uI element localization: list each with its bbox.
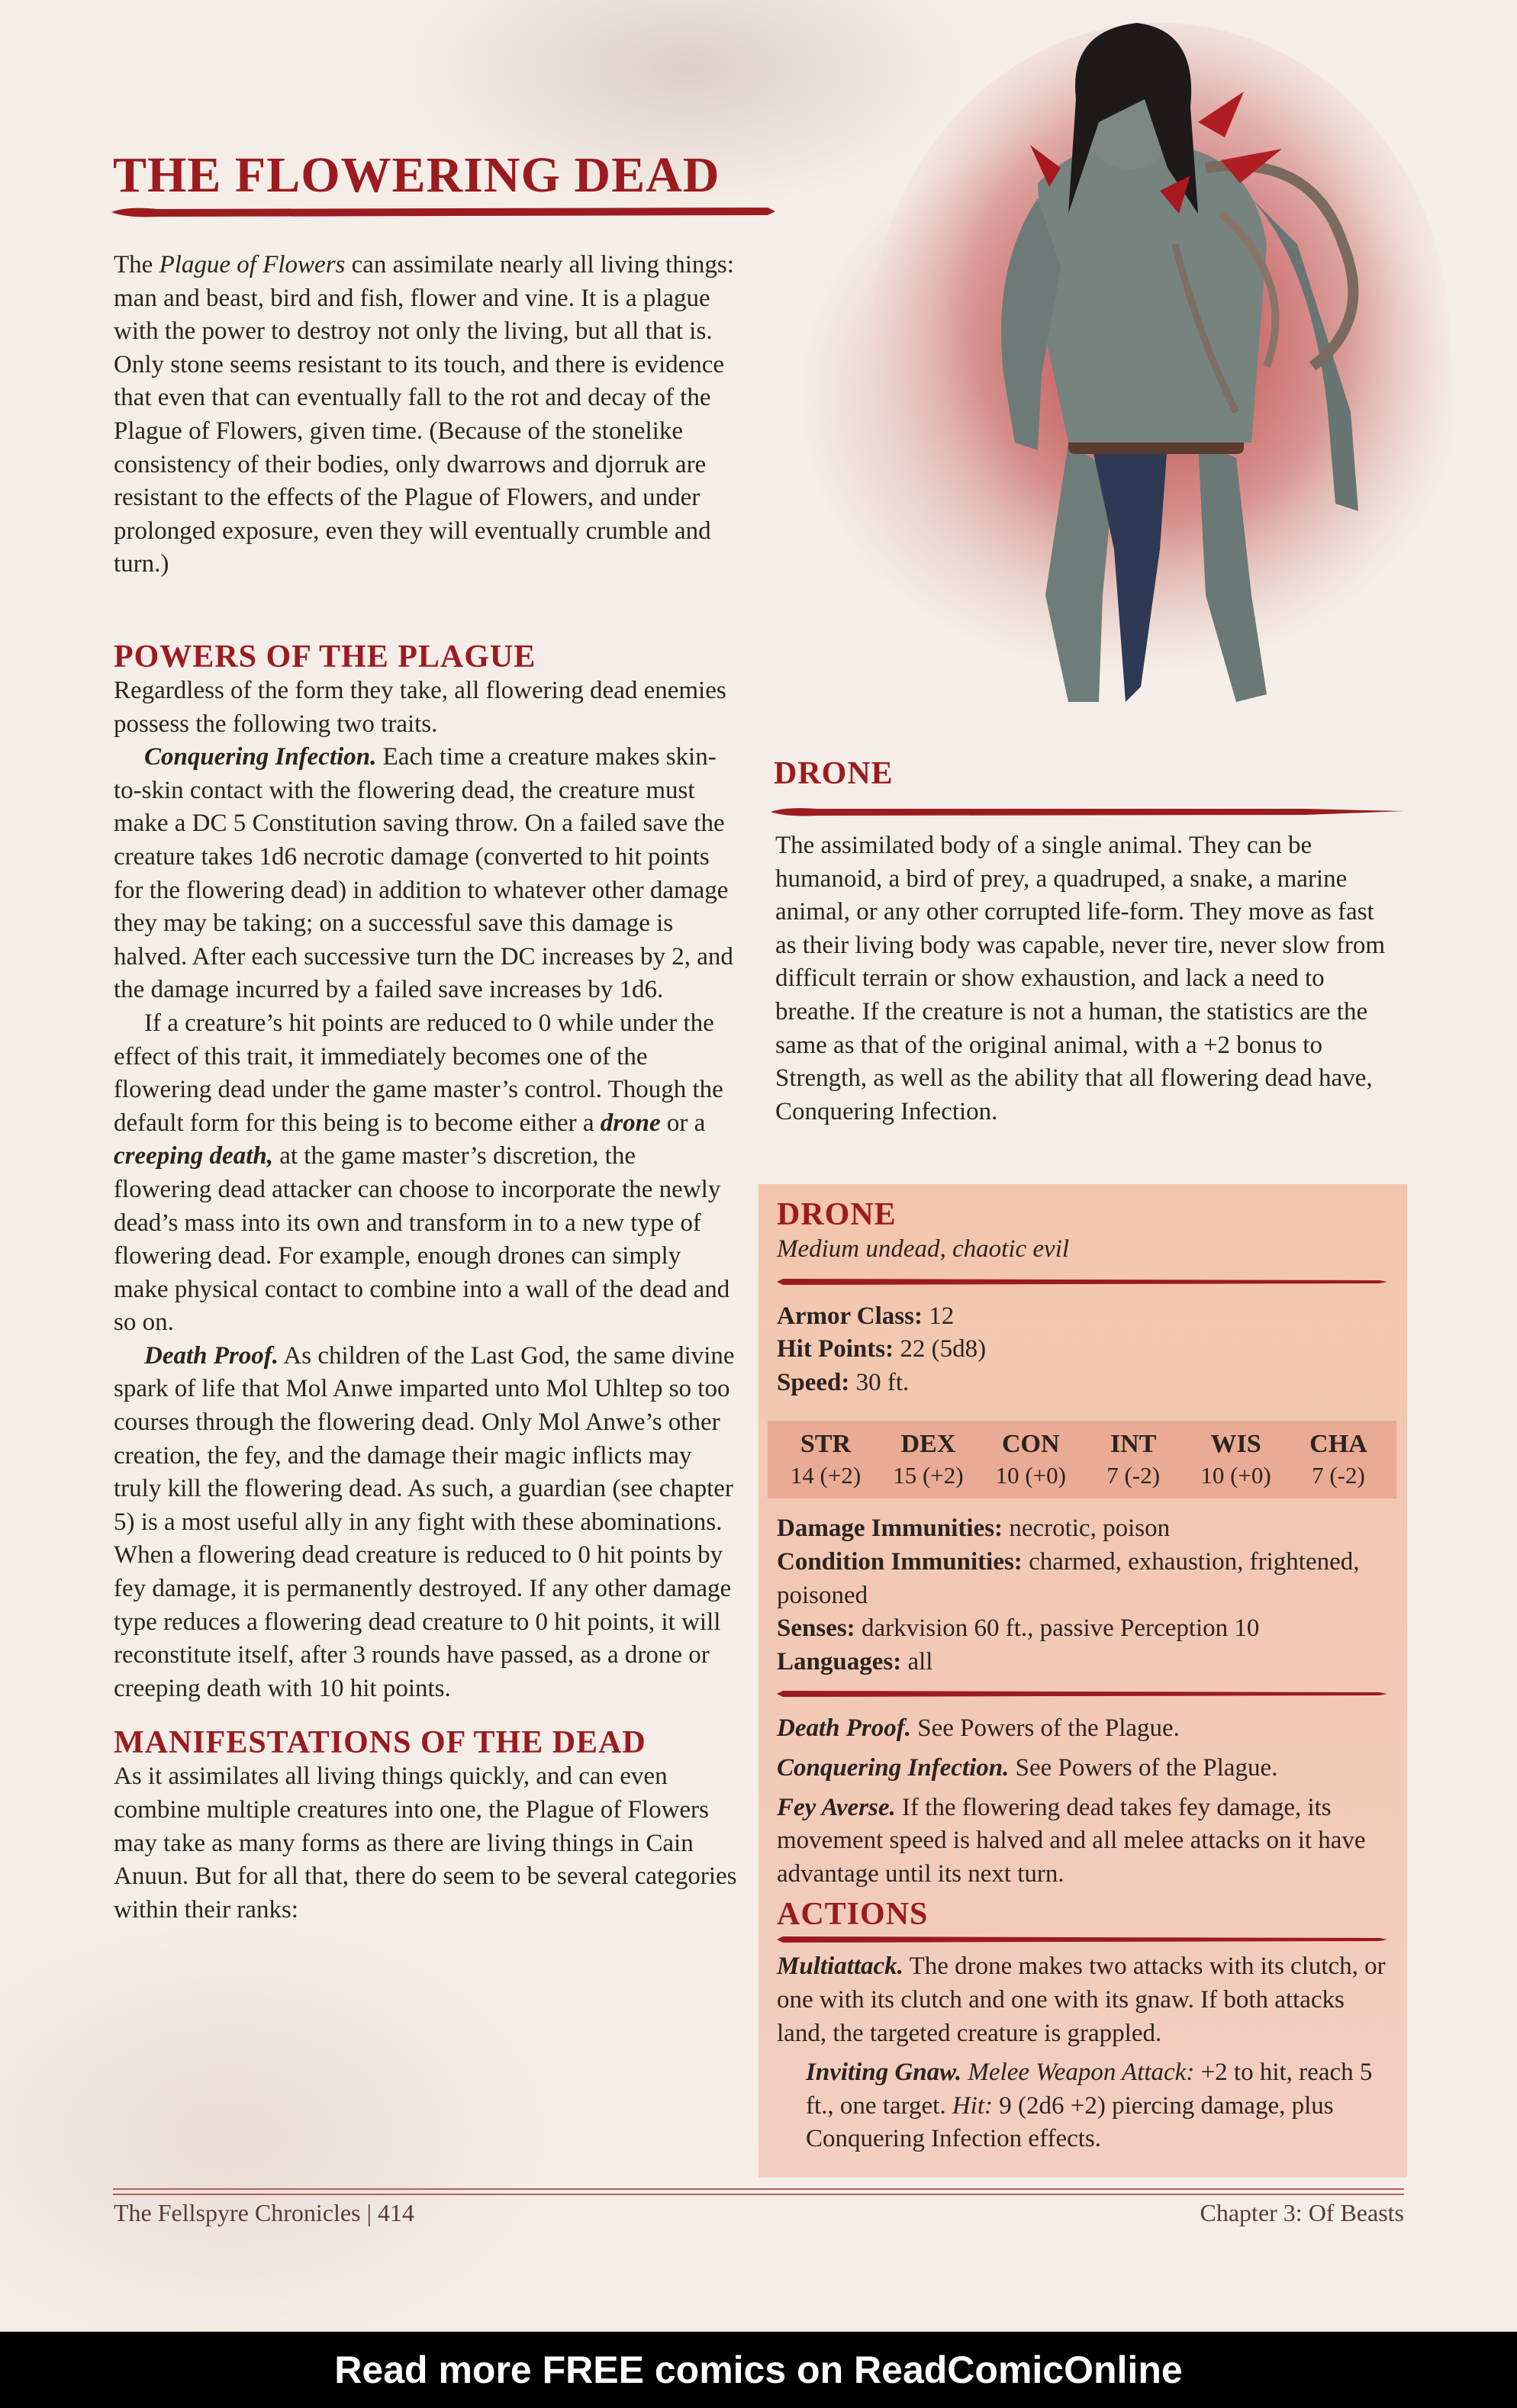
footer-rule	[113, 2188, 1404, 2196]
divider	[777, 1689, 1387, 1698]
ability-str: STR 14 (+2)	[790, 1430, 862, 1489]
armor-class: Armor Class: 12	[777, 1302, 955, 1330]
damage-immunities: Damage Immunities: necrotic, poison	[777, 1515, 1171, 1543]
speed: Speed: 30 ft.	[777, 1368, 910, 1396]
powers-heading: POWERS OF THE PLAGUE	[114, 639, 536, 674]
drone-underline	[771, 803, 1404, 819]
drone-description: The assimilated body of a single animal. They can be humanoid, a bird of prey, a quadruped, a snake, a marine animal, or any other corrupted life-form. They move as fast as their living body was capable, never tire, never slow from difficult terrain or show exhaustion, and lack a need to breathe. If the creature is not a human, the statistics are the same as that of the original animal, with a +2 bonus to Strength, as well as the ability that all flowering dead have, Conquering Infection.	[775, 832, 1386, 1125]
page-title: THE FLOWERING DEAD	[113, 147, 720, 203]
death-proof-paragraph: Death Proof. As children of the Last God, the same divine spark of life that Mol Anwe imparted unto Mol Uhltep so too courses through the flowering dead. Only Mol Anwe’s other creation, the fey, and the damage their magic inflicts may truly kill the flowering dead. As such, a guardian (see chapter 5) is a most useful ally in any fight with these abominations. When a flowering dead creature is reduced to 0 hit points by fey damage, it is permanently destroyed. If any other damage type reduces a flowering dead creature to 0 hit points, it will reconstitute itself, after 3 rounds have passed, as a drone or creeping death with 10 hit points.	[114, 1341, 735, 1702]
flowering-dead-illustration	[839, 15, 1450, 778]
trait-death-proof: Death Proof. See Powers of the Plague.	[777, 1714, 1180, 1743]
left-column	[114, 249, 738, 1927]
ability-cha: CHA 7 (-2)	[1309, 1430, 1367, 1489]
title-underline	[111, 203, 775, 220]
powers-intro: Regardless of the form they take, all flowering dead enemies possess the following two traits.	[114, 677, 726, 738]
languages: Languages: all	[777, 1647, 933, 1676]
divider	[777, 1935, 1387, 1944]
plague-of-flowers-term: Plague of Flowers	[159, 251, 346, 278]
action-multiattack: Multiattack. The drone makes two attacks with its clutch, or one with its clutch and one with its gnaw. If both attacks land, the targeted creature is grappled.	[777, 1952, 1386, 2047]
drone-stat-block	[758, 1184, 1407, 2178]
manifestations-heading: MANIFESTATIONS OF THE DEAD	[114, 1725, 646, 1761]
action-inviting-gnaw: Inviting Gnaw. Melee Weapon Attack: +2 to hit, reach 5 ft., one target. Hit: 9 (2d6 +2) piercing damage, plus Conquering Infection effects.	[806, 2059, 1373, 2153]
ability-con: CON 10 (+0)	[995, 1430, 1066, 1489]
right-column	[775, 829, 1401, 1128]
promo-banner[interactable]: Read more FREE comics on ReadComicOnline	[0, 2332, 1517, 2408]
trait-conquering-infection: Conquering Infection. See Powers of the Plague.	[777, 1753, 1278, 1782]
condition-immunities: Condition Immunities: charmed, exhaustion, frightened, poisoned	[777, 1547, 1360, 1609]
ability-int: INT 7 (-2)	[1106, 1430, 1161, 1489]
trait-fey-averse: Fey Averse. If the flowering dead takes fey damage, its movement speed is halved and all melee attacks on it have advantage until its next turn.	[777, 1793, 1366, 1888]
reduced-hit-points-paragraph: If a creature’s hit points are reduced to 0 while under the effect of this trait, it immediately becomes one of the flowering dead under the game master’s control. Though the default form for this being is to become either a drone or a creeping death, at the game master’s discretion, the flowering dead attacker can choose to incorporate the newly dead’s mass into its own and transform in to a new type of flowering dead. For example, enough drones can simply make physical contact to combine into a wall of the dead and so on.	[114, 1009, 730, 1337]
senses: Senses: darkvision 60 ft., passive Perception 10	[777, 1614, 1260, 1643]
ability-wis: WIS 10 (+0)	[1200, 1430, 1271, 1489]
statblock-type: Medium undead, chaotic evil	[777, 1235, 1070, 1263]
manifestations-paragraph: As it assimilates all living things quickly, and can even combine multiple creatures into one, the Plague of Flowers may take as many forms as there are living things in Cain Anuun. But for all that, there do seem to be several categories within their ranks:	[114, 1763, 737, 1924]
drone-heading: DRONE	[774, 756, 894, 791]
divider	[777, 1277, 1387, 1286]
intro-paragraph: The Plague of Flowers can assimilate nearly all living things: man and beast, bird and fish, flower and vine. It is a plague with the power to destroy not only the living, but all that is. Only stone seems resistant to its touch, and there is evidence that even that can eventually fall to the rot and decay of the Plague of Flowers, given time. (Because of the stonelike consistency of their bodies, only dwarrows and djorruk are resistant to the effects of the Plague of Flowers, and under prolonged exposure, even they will eventually crumble and turn.)	[114, 251, 734, 578]
statblock-name: DRONE	[777, 1197, 897, 1232]
hit-points: Hit Points: 22 (5d8)	[777, 1335, 987, 1363]
footer-chapter: Chapter 3: Of Beasts	[1200, 2199, 1404, 2226]
actions-heading: ACTIONS	[777, 1897, 929, 1933]
footer-book-page: The Fellspyre Chronicles | 414	[114, 2199, 414, 2226]
ability-dex: DEX 15 (+2)	[893, 1430, 964, 1489]
ability-scores	[768, 1421, 1396, 1499]
conquering-infection-paragraph: Conquering Infection. Each time a creature makes skin-to-skin contact with the flowering dead, the creature must make a DC 5 Constitution saving throw. On a failed save the creature takes 1d6 necrotic damage (converted to hit points for the flowering dead) in addition to whatever other damage they may be taking; on a successful save this damage is halved. After each successive turn the DC increases by 2, and the damage incurred by a failed save increases by 1d6.	[114, 743, 733, 1004]
